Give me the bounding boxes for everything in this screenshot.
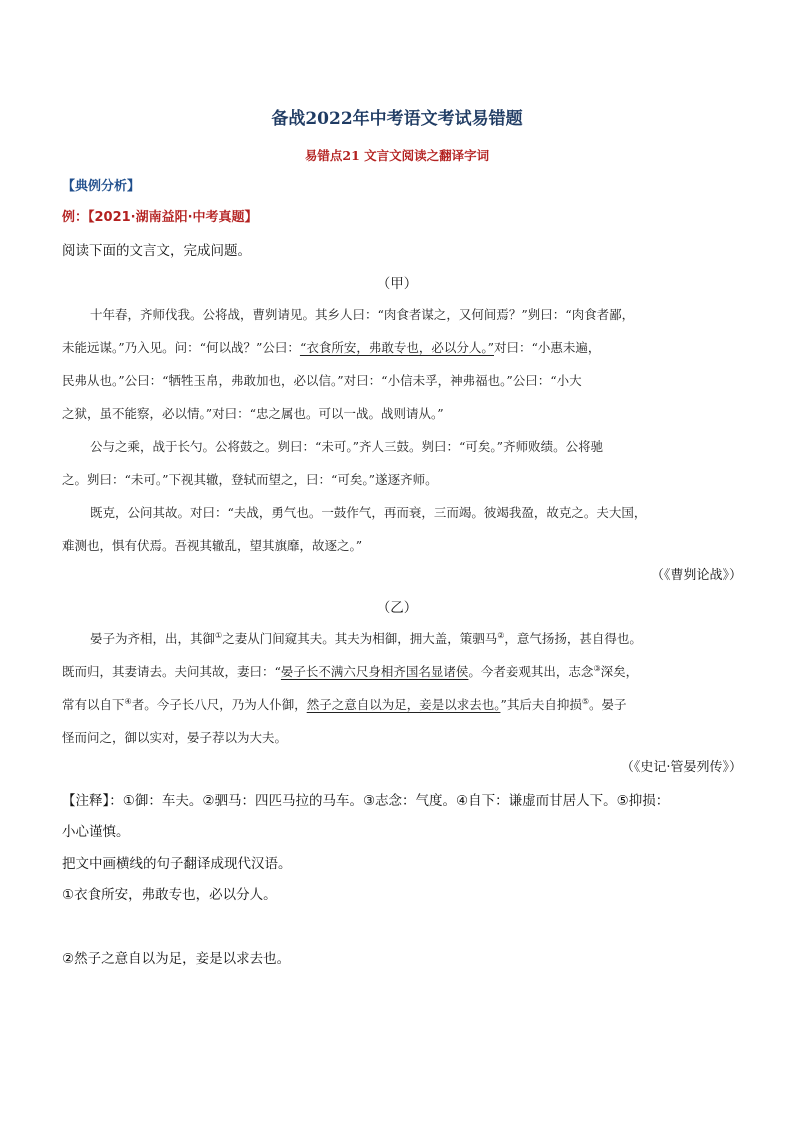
footnote-marker: ④ bbox=[124, 696, 132, 706]
passage-a-line: 公与之乘，战于长勺。公将鼓之。刿曰：“未可。”齐人三鼓。刿曰：“可矣。”齐师败绩。公将驰 bbox=[90, 439, 604, 454]
passage-b-text: 晏子为齐相，出，其御 bbox=[90, 631, 216, 646]
question-1: ①衣食所安，弗敢专也，必以分人。 bbox=[62, 887, 277, 903]
passage-a-line: 之狱，虽不能察，必以情。”对曰：“忠之属也。可以一战。战则请从。” bbox=[62, 406, 444, 421]
passage-b-text: 深矣， bbox=[600, 664, 639, 679]
example-label: 例：【2021·湖南益阳·中考真题】 bbox=[62, 210, 258, 225]
passage-a-source: （《曹刿论战》） bbox=[650, 568, 742, 583]
page-subtitle: 易错点21 文言文阅读之翻译字词 bbox=[304, 148, 490, 163]
passage-b-text: ”其后夫自抑损 bbox=[500, 697, 582, 712]
passage-a-text: 对曰：“小惠未遍， bbox=[493, 340, 601, 355]
passage-b-line bbox=[90, 629, 642, 647]
question-2: ②然子之意自以为足，妾是以求去也。 bbox=[62, 951, 291, 967]
underlined-sentence-1: “衣食所安，弗敢专也，必以分人。” bbox=[299, 340, 494, 355]
footnote-marker: ③ bbox=[593, 663, 601, 673]
footnote-marker: ⑤ bbox=[581, 696, 590, 706]
passage-a-line: 民弗从也。”公曰：“牺牲玉帛，弗敢加也，必以信。”对曰：“小信未孚，神弗福也。”公曰：“小大 bbox=[62, 373, 582, 388]
passage-b-source: （《史记·管晏列传》） bbox=[620, 760, 742, 775]
passage-b-text: 。晏子 bbox=[589, 697, 627, 712]
passage-a-line: 之。刿曰：“未可。”下视其辙，登轼而望之，曰：“可矣。”遂逐齐师。 bbox=[62, 472, 438, 487]
passage-a-line: 难测也，惧有伏焉。吾视其辙乱，望其旗靡，故逐之。” bbox=[62, 538, 363, 553]
underlined-sentence-2: 然子之意自以为足，妾是以求去也。 bbox=[306, 697, 501, 712]
notes-line: 小心谨慎。 bbox=[62, 824, 130, 840]
passage-a-heading: （甲） bbox=[376, 276, 418, 292]
passage-b-text: 常有以自下 bbox=[62, 697, 125, 712]
passage-a-line: 十年春，齐师伐我。公将战，曹刿请见。其乡人曰：“肉食者谋之，又何间焉？”刿曰：“肉食者鄙， bbox=[90, 307, 635, 322]
passage-b-text: ，意气扬扬，甚自得也。 bbox=[504, 631, 642, 646]
footnote-marker: ① bbox=[215, 630, 223, 640]
instruction: 阅读下面的文言文，完成问题。 bbox=[62, 243, 251, 259]
passage-b-line bbox=[62, 695, 627, 713]
underlined-phrase: 晏子长不满六尺身相齐国名显诸侯 bbox=[280, 664, 469, 679]
passage-b-line: 怪而问之，御以实对，晏子荐以为大夫。 bbox=[62, 730, 288, 745]
footnote-marker: ② bbox=[497, 630, 505, 640]
passage-a-text: 未能远谋。”乃入见。问：“何以战？”公曰： bbox=[62, 340, 300, 355]
passage-b-heading: （乙） bbox=[376, 600, 418, 616]
passage-b-text: 。今者妾观其出，志念 bbox=[468, 664, 594, 679]
passage-b-text: 既而归，其妻请去。夫问其故，妻曰：“ bbox=[62, 664, 281, 679]
passage-a-line: 既克，公问其故。对曰：“夫战，勇气也。一鼓作气，再而衰，三而竭。彼竭我盈，故克之。夫大国， bbox=[90, 505, 647, 520]
passage-b-text: 者。今子长八尺，乃为人仆御， bbox=[131, 697, 307, 712]
passage-b-text: 之妻从门间窥其夫。其夫为相御，拥大盖，策驷马 bbox=[222, 631, 498, 646]
page-title: 备战2022年中考语文考试易错题 bbox=[271, 109, 523, 129]
task-instruction: 把文中画横线的句子翻译成现代汉语。 bbox=[62, 856, 292, 872]
notes-line: 【注释】：①御：车夫。②驷马：四匹马拉的马车。③志念：气度。④自下：谦虚而甘居人下。⑤抑损： bbox=[62, 793, 670, 809]
section-label: 【典例分析】 bbox=[62, 179, 141, 194]
passage-a-line bbox=[62, 338, 600, 356]
passage-b-line bbox=[62, 662, 638, 680]
